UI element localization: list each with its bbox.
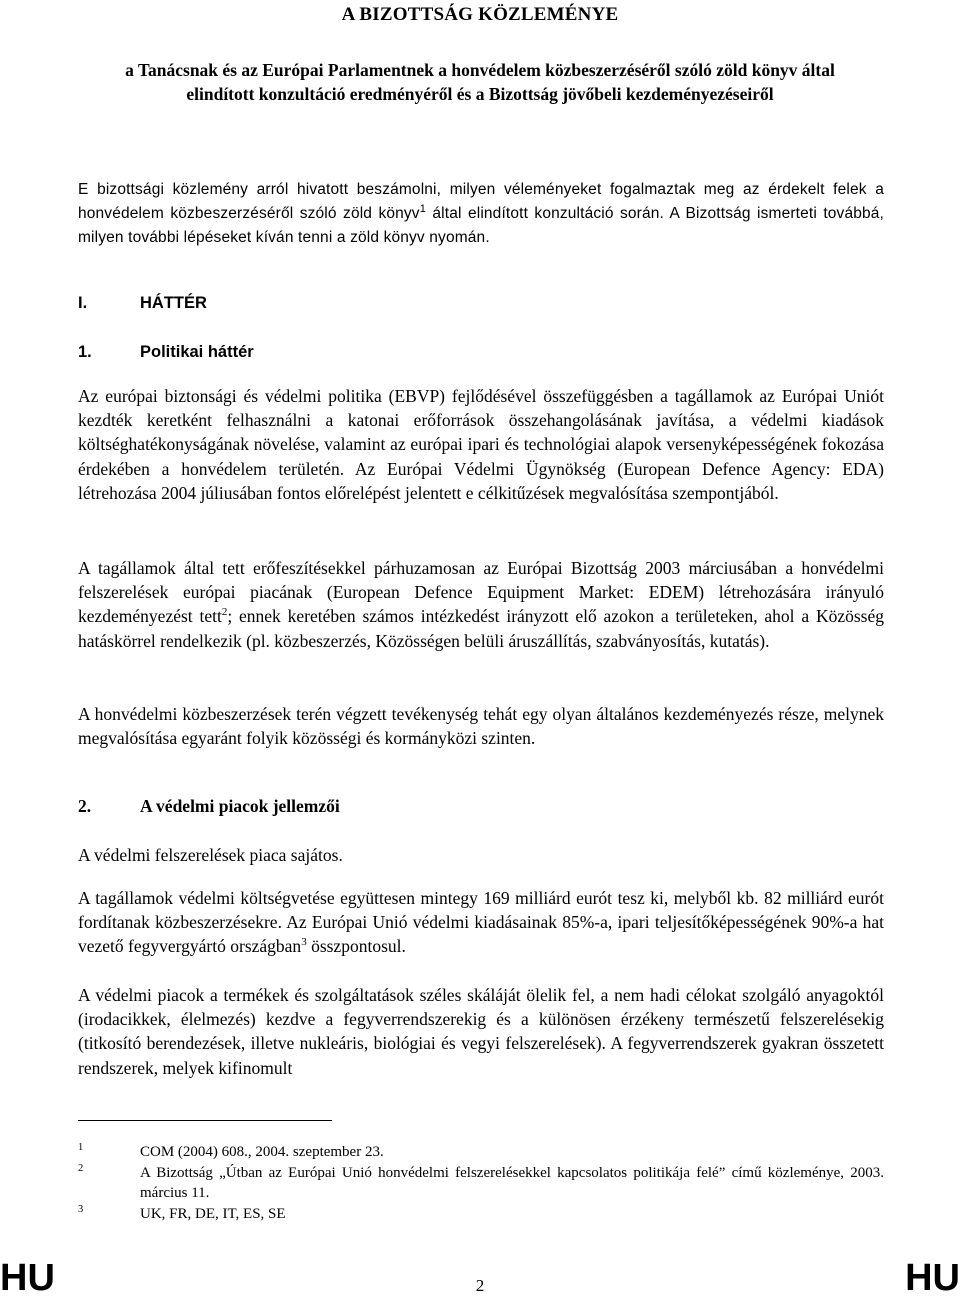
footnote-number: 2: [78, 1163, 84, 1174]
footnote-ref-1: 1: [419, 202, 426, 215]
paragraph-product-range: A védelmi piacok a termékek és szolgáltatások széles skáláját ölelik fel, a nem hadi célokat szolgáló anyagoktól (irodacikkek, élelmezés) kezdve a fegyverrendszerekig és a különösen érzékeny természetű felszerelésekig (titkosító berendezések, illetve nukleáris, biológiai és vegyi felszerelések). A fegyverrendszerek gyakran összetett rendszerek, melyek kifinomult: [78, 985, 884, 1078]
footnote-1: [78, 1142, 884, 1162]
footnote-text: COM (2004) 608., 2004. szeptember 23.: [140, 1144, 384, 1160]
document-subtitle: a Tanácsnak és az Európai Parlamentnek a honvédelem közbeszerzéséről szóló zöld könyv által elindított konzultáció eredményéről és a Bizottság jövőbeli kezdeményezéseiről: [125, 60, 835, 104]
footnote-ref-2: 2: [221, 606, 228, 619]
intro-text-a: E bizottsági közlemény arról hivatott beszámolni, milyen véleményeket fogalmaztak meg az érdekelt felek a honvédelem közbeszerzéséről szóló zöld könyv: [78, 181, 884, 222]
subsection-number: 1.: [78, 343, 92, 361]
subsection-title: Politikai háttér: [140, 343, 254, 361]
intro-paragraph: [78, 178, 884, 250]
paragraph-edem: [78, 556, 884, 653]
footnote-number: 1: [78, 1142, 84, 1153]
paragraph-budget-text-b: összpontosul.: [306, 936, 406, 957]
footnote-separator: [78, 1120, 332, 1121]
paragraph-procurement: A honvédelmi közbeszerzések terén végzett tevékenység tehát egy olyan általános kezdeményezés része, melynek megvalósítása egyaránt folyik közösségi és kormányközi szinten.: [78, 704, 884, 749]
paragraph-edem-text-b: ; ennek keretében számos intézkedést irányzott elő azokon a területeken, ahol a Közösség hatáskörrel rendelkezik (pl. közbeszerzés, Közösségen belüli áruszállítás, szabványosítás, kutatás).: [78, 606, 884, 651]
subsection-heading-markets: [78, 796, 340, 817]
footnote-text: A Bizottság „Útban az Európai Unió honvédelmi felszerelésekkel kapcsolatos politikája felé” című közleménye, 2003. március 11.: [140, 1165, 884, 1201]
language-code-right: HU: [905, 1257, 960, 1299]
intro-text-b: által elindított konzultáció során. A Bizottság ismerteti továbbá, milyen további lépéseket kíván tenni a zöld könyv nyomán.: [78, 205, 884, 246]
subsection-number: 2.: [78, 796, 92, 816]
subsection-title: A védelmi piacok jellemzői: [140, 796, 340, 816]
paragraph-budget-text-a: A tagállamok védelmi költségvetése együttesen mintegy 169 milliárd eurót tesz ki, melyből kb. 82 milliárd eurót fordítanak közbeszerzésekre. Az Európai Unió védelmi kiadásainak 85%-a, ipari teljesítőképességének 90%-a hat vezető fegyvergyártó országban: [78, 888, 884, 957]
footnote-text: UK, FR, DE, IT, ES, SE: [140, 1206, 286, 1222]
section-title: HÁTTÉR: [140, 294, 207, 312]
footnote-ref-3: 3: [301, 936, 307, 949]
footnote-number: 3: [78, 1204, 84, 1215]
document-title: A BIZOTTSÁG KÖZLEMÉNYE: [341, 4, 619, 25]
section-heading-background: [78, 294, 207, 313]
paragraph-edem-text-a: A tagállamok által tett erőfeszítésekkel párhuzamosan az Európai Bizottság 2003 márciusában a honvédelmi felszerelések európai piacának (European Defence Equipment Market: EDEM) létrehozására irányuló kezdeményezést tett: [78, 558, 884, 627]
subsection-heading-political: [78, 343, 254, 362]
section-number: I.: [78, 294, 88, 312]
paragraph-budget: [78, 886, 884, 959]
paragraph-ebvp: Az európai biztonsági és védelmi politika (EBVP) fejlődésével összefüggésben a tagállamok az Európai Uniót kezdték keretként felhasználni a katonai erőforrások összehangolásának javítása, a védelmi kiadások költséghatékonyságának növelése, valamint az európai ipari és technológiai alapok versenyképességének fokozása érdekében a honvédelem területén. Az Európai Védelmi Ügynökség (European Defence Agency: EDA) létrehozása 2004 júliusában fontos előrelépést jelentett e célkitűzések megvalósítása szempontjából.: [78, 386, 884, 503]
paragraph-market-specific: A védelmi felszerelések piaca sajátos.: [78, 845, 343, 865]
language-code-left: HU: [0, 1257, 55, 1299]
page-number: 2: [475, 1276, 485, 1295]
footnote-2: [78, 1163, 884, 1203]
footnote-3: [78, 1204, 884, 1224]
